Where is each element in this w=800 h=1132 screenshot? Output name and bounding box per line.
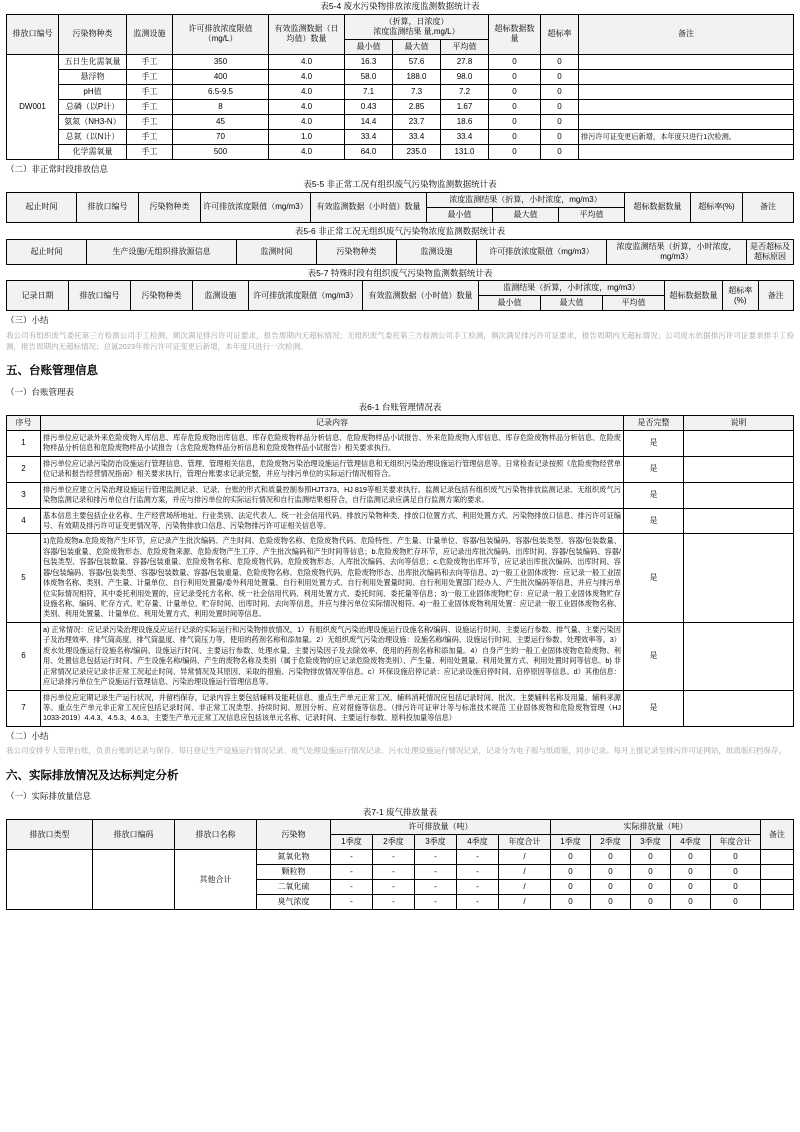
- subsection-abnormal: （二）非正常时段排放信息: [6, 163, 109, 174]
- cell-avg: 7.2: [441, 84, 489, 99]
- th-facility: 监测设施: [127, 14, 173, 54]
- cell-facility: 手工: [127, 144, 173, 159]
- cell-min: 33.4: [345, 129, 393, 144]
- th71-actual-q2: 2季度: [591, 835, 631, 850]
- cell-limit: 6.5-9.5: [173, 84, 269, 99]
- th57-avg: 平均值: [603, 296, 665, 311]
- cell-limit: 8: [173, 99, 269, 114]
- th56-limit: 许可排放浓度限值（mg/m3）: [477, 239, 607, 264]
- table-7-1: [6, 819, 794, 910]
- th-remark: 备注: [579, 14, 794, 54]
- table-5-4-title: 表5-4 废水污染物排放浓度监测数据统计表: [320, 1, 480, 11]
- th71-actual-year: 年度合计: [711, 835, 761, 850]
- th57-result: 监测结果（折算，小时浓度，mg/m3）: [479, 281, 665, 296]
- cell-pollutant: pH值: [59, 84, 127, 99]
- th-outlet: 排放口编号: [7, 14, 59, 54]
- table-row: [7, 144, 794, 159]
- cell-actual-q2: 0: [591, 895, 631, 910]
- th-result-group: [345, 14, 489, 39]
- th56-result: 浓度监测结果（折算，小时浓度，mg/m3）: [607, 239, 747, 264]
- cell-remark: 排污许可证变更后新增，本年度只进行1次检测。: [579, 129, 794, 144]
- cell-record-content: 排污单位应定期记录生产运行状况，并留档保存，记录内容主要包括辅料及能耗信息、重点生产单元正常工况、辅料消耗情况应包括记录时间、批次、主要辅料名称及用量、辅料来源等。重点生产单元非正常工况应包括记录时间、非正常工况类型、持续时间、原因分析、应对措施等信息。（排污许可证审计等与标准技术规范 工业固体废物和危险废物管理（HJ 1033-2019）4.4.3、4.5.3、4.6.3、主要生产单元正常工况信息应包括该单元名称、记录时间、主要运行参数、原料投加量等信息）: [41, 690, 624, 726]
- cell-permit-q3: -: [415, 895, 457, 910]
- cell-permit-year: /: [499, 850, 551, 865]
- table-row: [7, 84, 794, 99]
- cell-actual-q2: 0: [591, 880, 631, 895]
- cell-permit-q1: -: [331, 850, 373, 865]
- section-6-heading: 六、实际排放情况及达标判定分析: [6, 769, 179, 782]
- cell-remark: [761, 880, 794, 895]
- cell-valid-count: 1.0: [269, 129, 345, 144]
- cell-actual-q3: 0: [631, 895, 671, 910]
- cell-over-count: 0: [489, 114, 541, 129]
- cell-limit: 500: [173, 144, 269, 159]
- cell-permit-q4: -: [457, 895, 499, 910]
- cell-outlet-code: [93, 850, 175, 910]
- cell-max: 188.0: [393, 69, 441, 84]
- cell-no: 1: [7, 430, 41, 456]
- cell-actual-q4: 0: [671, 880, 711, 895]
- th71-actual: 实际排放量（吨）: [551, 820, 761, 835]
- cell-pollutant: 臭气浓度: [257, 895, 331, 910]
- cell-limit: 400: [173, 69, 269, 84]
- th71-permit-q1: 1季度: [331, 835, 373, 850]
- cell-over-count: 0: [489, 69, 541, 84]
- table-6-1: [6, 415, 794, 727]
- th56-over: 是否超标及超标原因: [747, 239, 794, 264]
- cell-limit: 70: [173, 129, 269, 144]
- th-result-group-line2: 浓度监测结果 量,mg/L）: [373, 26, 460, 36]
- cell-max: 23.7: [393, 114, 441, 129]
- th-over-rate: 超标率: [541, 14, 579, 54]
- cell-complete: 是: [624, 430, 684, 456]
- cell-avg: 27.8: [441, 54, 489, 69]
- cell-permit-year: /: [499, 895, 551, 910]
- table-5-7: [6, 280, 794, 311]
- table-row: [7, 482, 794, 508]
- th55-min: 最小值: [427, 207, 493, 222]
- cell-permit-q2: -: [373, 850, 415, 865]
- cell-permit-q3: -: [415, 880, 457, 895]
- th56-time: 监测时间: [237, 239, 317, 264]
- cell-note: [684, 508, 794, 534]
- th56-facility-info: 生产设施/无组织排放源信息: [87, 239, 237, 264]
- th61-complete: 是否完整: [624, 415, 684, 430]
- cell-valid-count: 4.0: [269, 99, 345, 114]
- cell-min: 7.1: [345, 84, 393, 99]
- cell-pollutant: 二氧化硫: [257, 880, 331, 895]
- cell-valid-count: 4.0: [269, 54, 345, 69]
- cell-pollutant: 化学需氧量: [59, 144, 127, 159]
- cell-remark: [761, 850, 794, 865]
- cell-permit-year: /: [499, 880, 551, 895]
- cell-record-content: 排污单位应建立污染治理设施运行管理监测记录、记录、台账的形式和质量控制参照HJT373、HJ 819等相关要求执行。监测记录包括有组织废气污染物排放监测记录、无组织废气污染物监测记录和排污单位自行监测方案，并应与排污单位的实际运行情况和自行监测结果相符合，自行监测记录应满足自行监测方案的要求。: [41, 482, 624, 508]
- cell-pollutant: 总氮（以N计）: [59, 129, 127, 144]
- cell-over-rate: 0: [541, 129, 579, 144]
- cell-permit-year: /: [499, 865, 551, 880]
- cell-note: [684, 690, 794, 726]
- cell-permit-q2: -: [373, 880, 415, 895]
- cell-actual-q2: 0: [591, 850, 631, 865]
- table-6-1-title: 表6-1 台账管理情况表: [358, 402, 442, 413]
- th71-permit: 许可排放量（吨）: [331, 820, 551, 835]
- cell-limit: 350: [173, 54, 269, 69]
- th57-valid: 有效监测数据（小时值）数量: [363, 281, 479, 311]
- table-row: [7, 430, 794, 456]
- th-valid-count: 有效监测数据（日均值）数量: [269, 14, 345, 54]
- cell-complete: 是: [624, 534, 684, 623]
- th57-facility: 监测设施: [193, 281, 249, 311]
- table-row: [7, 99, 794, 114]
- cell-permit-q3: -: [415, 865, 457, 880]
- table-row: [7, 69, 794, 84]
- table-5-5-title: 表5-5 非正常工况有组织废气污染物监测数据统计表: [303, 179, 497, 190]
- th55-outlet: 排放口编号: [77, 192, 139, 222]
- cell-record-content: 排污单位应记录外来危险废物入库信息、库存危险废物出库信息、库存危险废物样品分析信息、危险废物样品小试报告、外来危险废物入库信息、库存危险废物样品分析信息、危险废物样品分析信息和危险废物样品小试报告（含危险废物样品分析信息和危险废物样品小试报告）相关要求执行。: [41, 430, 624, 456]
- th61-content: 记录内容: [41, 415, 624, 430]
- cell-note: [684, 456, 794, 482]
- cell-remark: [579, 69, 794, 84]
- th-limit: 许可排放浓度限值（mg/L）: [173, 14, 269, 54]
- th71-actual-q4: 4季度: [671, 835, 711, 850]
- cell-min: 16.3: [345, 54, 393, 69]
- cell-record-content: a) 正常情况：应记录污染治理设施反应运行记录的实际运行和污染物排放情况，1）有组织废气污染治理设施运行设施名称/编码、设施运行时间、主要运行参数、排气量、主要污染因子及治理效率、排气筒高度、排气筒温度、排气筒压力等，使用的药剂名称和添加量。2）无组织废气污染治理设施：设施名称/编码、设施运行时间、主要运行参数、处理效率等。3）废水处理设施运行设施名称/编码、设施运行时间、主要运行参数、处理水量、主要污染因子及去除效率、使用的药剂名称和添加量。4）自身产生的一般工业固体废物危险废物、利用、处置信息包括运行时间、产生设施名称/编码、产生的废物名称及类别（属于危险废物的应记录危险废物类别）、产生量、利用处置量、利用处置方式、利用处置时间等信息。b) 非正常情况记录应记录非正常工况起止时间、异常情况及其原因、采取的措施、污染物排放情况等信息。c）环保设施启停记录：应记录设施启停时间、启停原因等信息。d）其他信息：应记录排污单位生产设施运行管理信息、污染治理设施运行管理信息等。: [41, 622, 624, 690]
- subsection-summary-1: （三）小结: [6, 315, 49, 326]
- cell-permit-q4: -: [457, 850, 499, 865]
- cell-actual-q1: 0: [551, 895, 591, 910]
- cell-permit-q4: -: [457, 880, 499, 895]
- cell-max: 7.3: [393, 84, 441, 99]
- th71-actual-q1: 1季度: [551, 835, 591, 850]
- th61-no: 序号: [7, 415, 41, 430]
- cell-min: 0.43: [345, 99, 393, 114]
- cell-facility: 手工: [127, 84, 173, 99]
- th71-permit-q4: 4季度: [457, 835, 499, 850]
- th71-name: 排放口名称: [175, 820, 257, 850]
- table-5-6-title: 表5-6 非正常工况无组织废气污染物浓度监测数据统计表: [294, 225, 506, 236]
- table-row: [7, 850, 794, 865]
- cell-no: 2: [7, 456, 41, 482]
- cell-note: [684, 622, 794, 690]
- cell-actual-year: 0: [711, 880, 761, 895]
- th55-start: 起止时间: [7, 192, 77, 222]
- th55-avg: 平均值: [559, 207, 625, 222]
- section-5-sub-2: （二）小结: [6, 730, 49, 741]
- cell-no: 7: [7, 690, 41, 726]
- cell-actual-q4: 0: [671, 865, 711, 880]
- cell-permit-q3: -: [415, 850, 457, 865]
- th55-limit: 许可排放浓度限值（mg/m3）: [201, 192, 311, 222]
- cell-actual-year: 0: [711, 865, 761, 880]
- cell-actual-q1: 0: [551, 850, 591, 865]
- cell-over-count: 0: [489, 54, 541, 69]
- table-row: [7, 129, 794, 144]
- cell-facility: 手工: [127, 69, 173, 84]
- cell-limit: 45: [173, 114, 269, 129]
- th71-pollutant: 污染物: [257, 820, 331, 850]
- cell-max: 33.4: [393, 129, 441, 144]
- cell-complete: 是: [624, 622, 684, 690]
- th57-limit: 许可排放浓度限值（mg/m3）: [249, 281, 363, 311]
- cell-record-content: 1)危险废物a.危险废物产生环节，应记录产生批次编码、产生时间、危险废物名称、危险废物代码、危险特性、产生量、计量单位、容器/包装编码、容器/包装类型、容器/包装数量、容器/包装重量、危险废物形态、危险废物来源、危险废物产生工序、产生批次编码和产生时间等信息；b.危险废物贮存环节，应记录出库批次编码、出库时间、容器/包装编码、容器/包装类型、容器/包装数量、容器/包装重量、危险废物名称、危险废物代码、危险废物形态、入库批次编码、去向等信息；c.危险废物出库环节，应记录出库批次编码、出库时间、容器/包装编码、容器/包装类型、容器/包装数量、容器/包装重量、危险废物名称、危险废物代码、危险废物形态、出库批次编码和去向等信息。2)一般工业固体废物：应记录一般工业固体废物名称、类别、产生量、计量单位、自行利用处置量/委外利用处置量、自行利用处置方式、自行利用处置量时间、自行利用处置部门经办人、产生批次编码等信息，并应与排污单位实际情况相符，其中委托利用处置的，应记录受托方名称、统一社会信用代码、利用处置方式、委托时间、委托量等信息；3)一般工业固体废物贮存：应记录一般工业固体废物贮存设施名称、编码、贮存方式、贮存量、计量单位、贮存时间、出库时间、去向等信息，并应与排污单位实际情况相符。4)一般工业固体废物利用处置：应记录一般工业固体废物名称、类别、利用处置量、计量单位、利用处置方式、利用处置时间等信息。: [41, 534, 624, 623]
- cell-over-count: 0: [489, 129, 541, 144]
- th55-over-count: 超标数据数量: [625, 192, 691, 222]
- cell-complete: 是: [624, 456, 684, 482]
- th61-note: 说明: [684, 415, 794, 430]
- th71-type: 排放口类型: [7, 820, 93, 850]
- cell-over-rate: 0: [541, 69, 579, 84]
- section-5-summary: 我公司安排专人管理台账，负责台账的记录与保存。每日登记生产设施运行情况记录、废气处理设施运行情况记录、污水处理设施运行情况记录，记录分为电子版与纸质版，同步记录。每月上报记录至排污许可证网站，纸质版归档保存。: [6, 746, 786, 756]
- cell-over-count: 0: [489, 99, 541, 114]
- cell-complete: 是: [624, 690, 684, 726]
- cell-actual-q1: 0: [551, 865, 591, 880]
- th55-valid: 有效监测数据（小时值）数量: [311, 192, 427, 222]
- th71-actual-q3: 3季度: [631, 835, 671, 850]
- th71-permit-q2: 2季度: [373, 835, 415, 850]
- table-row: [7, 456, 794, 482]
- table-row: [7, 622, 794, 690]
- th-result-group-line1: （折算，日浓度）: [384, 16, 449, 26]
- cell-max: 2.85: [393, 99, 441, 114]
- th57-min: 最小值: [479, 296, 541, 311]
- th71-code: 排放口编码: [93, 820, 175, 850]
- table-row: [7, 690, 794, 726]
- cell-valid-count: 4.0: [269, 84, 345, 99]
- cell-note: [684, 534, 794, 623]
- th57-date: 记录日期: [7, 281, 69, 311]
- cell-pollutant: 氨氮（NH3-N）: [59, 114, 127, 129]
- cell-facility: 手工: [127, 129, 173, 144]
- section-6-sub-1: （一）实际排放量信息: [6, 791, 92, 802]
- cell-remark: [761, 895, 794, 910]
- cell-note: [684, 430, 794, 456]
- th-max: 最大值: [393, 39, 441, 54]
- cell-valid-count: 4.0: [269, 144, 345, 159]
- th-avg: 平均值: [441, 39, 489, 54]
- cell-pollutant: 颗粒物: [257, 865, 331, 880]
- th57-pollutant: 污染物种类: [131, 281, 193, 311]
- cell-outlet-name: 其他合计: [175, 850, 257, 910]
- cell-valid-count: 4.0: [269, 69, 345, 84]
- cell-no: 4: [7, 508, 41, 534]
- th57-over-rate: 超标率(%): [723, 281, 758, 311]
- th55-result: 浓度监测结果（折算，小时浓度，mg/m3）: [427, 192, 625, 207]
- cell-facility: 手工: [127, 114, 173, 129]
- th57-remark: 备注: [758, 281, 793, 311]
- cell-remark: [579, 99, 794, 114]
- cell-valid-count: 4.0: [269, 114, 345, 129]
- cell-actual-year: 0: [711, 850, 761, 865]
- cell-avg: 98.0: [441, 69, 489, 84]
- table-5-6: [6, 239, 794, 265]
- cell-outlet-code: DW001: [7, 54, 59, 159]
- cell-permit-q1: -: [331, 880, 373, 895]
- cell-permit-q1: -: [331, 865, 373, 880]
- cell-pollutant: 五日生化需氧量: [59, 54, 127, 69]
- section-5-sub-1: （一）台账管理表: [6, 386, 75, 397]
- cell-min: 64.0: [345, 144, 393, 159]
- th-min: 最小值: [345, 39, 393, 54]
- cell-permit-q2: -: [373, 895, 415, 910]
- cell-min: 58.0: [345, 69, 393, 84]
- cell-no: 3: [7, 482, 41, 508]
- th57-over-count: 超标数据数量: [665, 281, 723, 311]
- th55-remark: 备注: [743, 192, 794, 222]
- table-row: [7, 508, 794, 534]
- cell-over-rate: 0: [541, 99, 579, 114]
- cell-remark: [579, 114, 794, 129]
- cell-permit-q4: -: [457, 865, 499, 880]
- cell-permit-q2: -: [373, 865, 415, 880]
- cell-actual-q3: 0: [631, 850, 671, 865]
- th71-permit-year: 年度合计: [499, 835, 551, 850]
- cell-max: 235.0: [393, 144, 441, 159]
- cell-no: 6: [7, 622, 41, 690]
- th56-facility: 监测设施: [397, 239, 477, 264]
- cell-pollutant: 氮氧化物: [257, 850, 331, 865]
- th-over-count: 超标数据数量: [489, 14, 541, 54]
- table-row: [7, 534, 794, 623]
- th56-pollutant: 污染物种类: [317, 239, 397, 264]
- th57-max: 最大值: [541, 296, 603, 311]
- cell-remark: [579, 84, 794, 99]
- summary-text-1: 我公司有组织废气委托第三方检测公司手工检测，频次满足排污许可证要求，报告周期内无超标情况；无组织废气委托第三方检测公司手工检测，频次满足排污许可证要求，报告周期内无超标情况；公司废水依据排污许可证要求排手工检测，报告周期内无超标情况；总氮2023年排污许可证变更后新增，本年度只进行一次检测。: [6, 330, 794, 351]
- cell-over-count: 0: [489, 84, 541, 99]
- th71-remark: 备注: [761, 820, 794, 850]
- cell-note: [684, 482, 794, 508]
- cell-remark: [761, 865, 794, 880]
- cell-pollutant: 悬浮物: [59, 69, 127, 84]
- cell-over-count: 0: [489, 144, 541, 159]
- th55-pollutant: 污染物种类: [139, 192, 201, 222]
- cell-outlet-type: [7, 850, 93, 910]
- th55-max: 最大值: [493, 207, 559, 222]
- cell-permit-q1: -: [331, 895, 373, 910]
- cell-avg: 1.67: [441, 99, 489, 114]
- th57-outlet: 排放口编号: [69, 281, 131, 311]
- cell-no: 5: [7, 534, 41, 623]
- cell-remark: [579, 144, 794, 159]
- cell-over-rate: 0: [541, 114, 579, 129]
- cell-actual-q3: 0: [631, 880, 671, 895]
- cell-actual-q4: 0: [671, 895, 711, 910]
- table-row: [7, 54, 794, 69]
- cell-actual-q3: 0: [631, 865, 671, 880]
- cell-actual-q4: 0: [671, 850, 711, 865]
- table-row: [7, 114, 794, 129]
- cell-actual-q2: 0: [591, 865, 631, 880]
- table-7-1-title: 表7-1 废气排放量表: [362, 806, 438, 817]
- cell-actual-q1: 0: [551, 880, 591, 895]
- cell-remark: [579, 54, 794, 69]
- th-pollutant: 污染物种类: [59, 14, 127, 54]
- cell-facility: 手工: [127, 54, 173, 69]
- cell-over-rate: 0: [541, 144, 579, 159]
- cell-complete: 是: [624, 508, 684, 534]
- cell-record-content: 基本信息主要包括企业名称、生产经营场所地址、行业类别、法定代表人、统一社会信用代码、排放污染物种类、排放口位置方式、利用处置方式、污染物排放口信息、排污许可证编号、有效期及排污许可证变更情况等，污染物排放口信息、污染物排污许可证相关信息等。: [41, 508, 624, 534]
- cell-actual-year: 0: [711, 895, 761, 910]
- section-5-heading: 五、台账管理信息: [6, 365, 98, 378]
- table-5-4: [6, 14, 794, 160]
- cell-max: 57.6: [393, 54, 441, 69]
- th56-start: 起止时间: [7, 239, 87, 264]
- cell-avg: 18.6: [441, 114, 489, 129]
- cell-facility: 手工: [127, 99, 173, 114]
- table-5-7-title: 表5-7 特殊时段有组织废气污染物监测数据统计表: [307, 267, 493, 278]
- cell-avg: 131.0: [441, 144, 489, 159]
- cell-over-rate: 0: [541, 54, 579, 69]
- cell-complete: 是: [624, 482, 684, 508]
- th71-permit-q3: 3季度: [415, 835, 457, 850]
- table-5-5: [6, 192, 794, 223]
- th55-over-rate: 超标率(%): [691, 192, 743, 222]
- cell-record-content: 排污单位应记录污染防治设施运行管理信息、管理、管理相关信息，危险废物污染治理设施运行管理信息和无组织污染治理设施运行管理信息等。日常检查记录按照《危险废物经营单位记录和报告经营情况指南》相关要求执行，管理台账要求记录完整，并应与排污单位的实际运行情况相符合。: [41, 456, 624, 482]
- cell-avg: 33.4: [441, 129, 489, 144]
- cell-pollutant: 总磷（以P计）: [59, 99, 127, 114]
- cell-over-rate: 0: [541, 84, 579, 99]
- cell-min: 14.4: [345, 114, 393, 129]
